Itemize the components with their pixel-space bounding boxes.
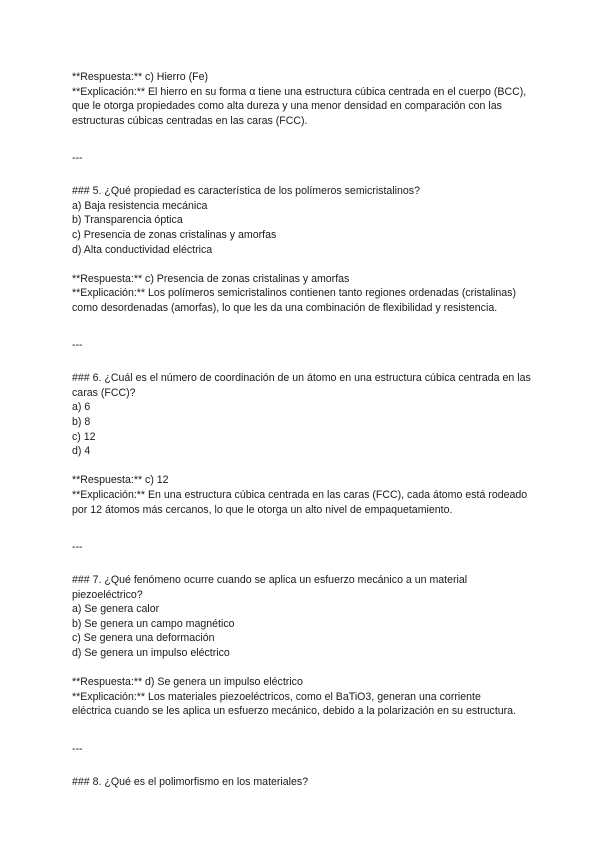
q6-option-a: a) 6 xyxy=(72,401,91,414)
q5-explanation: **Explicación:** Los polímeros semicristalinos contienen tanto regiones ordenadas (cristalinas) como desordenadas (amorfas), lo que les da una combinación de flexibilidad y resistencia. xyxy=(72,287,516,314)
separator: --- xyxy=(72,339,83,352)
q6-option-c: c) 12 xyxy=(72,430,96,443)
q8-question: ### 8. ¿Qué es el polimorfismo en los materiales? xyxy=(72,775,309,788)
q5-question: ### 5. ¿Qué propiedad es característica de los polímeros semicristalinos? xyxy=(72,185,420,198)
q4-explanation: **Explicación:** El hierro en su forma α tiene una estructura cúbica centrada en el cuerpo (BCC), que le otorga propiedades como alta dureza y una menor densidad en comparación con las estructuras cúbicas centradas en las caras (FCC). xyxy=(72,85,527,127)
separator: --- xyxy=(72,540,83,553)
q7-option-c: c) Se genera una deformación xyxy=(72,632,215,645)
separator: --- xyxy=(72,742,83,755)
q7-answer: **Respuesta:** d) Se genera un impulso eléctrico xyxy=(72,676,303,689)
q6-answer: **Respuesta:** c) 12 xyxy=(72,474,169,487)
q6-question: ### 6. ¿Cuál es el número de coordinación de un átomo en una estructura cúbica centrada en las caras (FCC)? xyxy=(72,372,531,399)
q5-option-a: a) Baja resistencia mecánica xyxy=(72,199,208,212)
q7-option-d: d) Se genera un impulso eléctrico xyxy=(72,646,230,659)
q6-option-b: b) 8 xyxy=(72,416,91,429)
q7-option-b: b) Se genera un campo magnético xyxy=(72,617,235,630)
q6-option-d: d) 4 xyxy=(72,445,91,458)
q4-answer: **Respuesta:** c) Hierro (Fe) xyxy=(72,71,208,83)
separator: --- xyxy=(72,151,83,164)
q6-explanation: **Explicación:** En una estructura cúbica centrada en las caras (FCC), cada átomo está rodeado por 12 átomos más cercanos, lo que le otorga un alto nivel de empaquetamiento. xyxy=(72,489,528,516)
q7-explanation: **Explicación:** Los materiales piezoeléctricos, como el BaTiO3, generan una corriente eléctrica cuando se les aplica un esfuerzo mecánico, debido a la polarización en su estructura. xyxy=(72,690,517,718)
q5-answer: **Respuesta:** c) Presencia de zonas cristalinas y amorfas xyxy=(72,272,350,285)
q7-option-a: a) Se genera calor xyxy=(72,603,160,616)
q5-option-d: d) Alta conductividad eléctrica xyxy=(72,243,213,256)
q5-option-b: b) Transparencia óptica xyxy=(72,214,183,227)
q5-option-c: c) Presencia de zonas cristalinas y amorfas xyxy=(72,228,277,241)
document-page xyxy=(72,70,532,789)
q7-question: ### 7. ¿Qué fenómeno ocurre cuando se aplica un esfuerzo mecánico a un material piezoeléctrico? xyxy=(72,574,468,601)
